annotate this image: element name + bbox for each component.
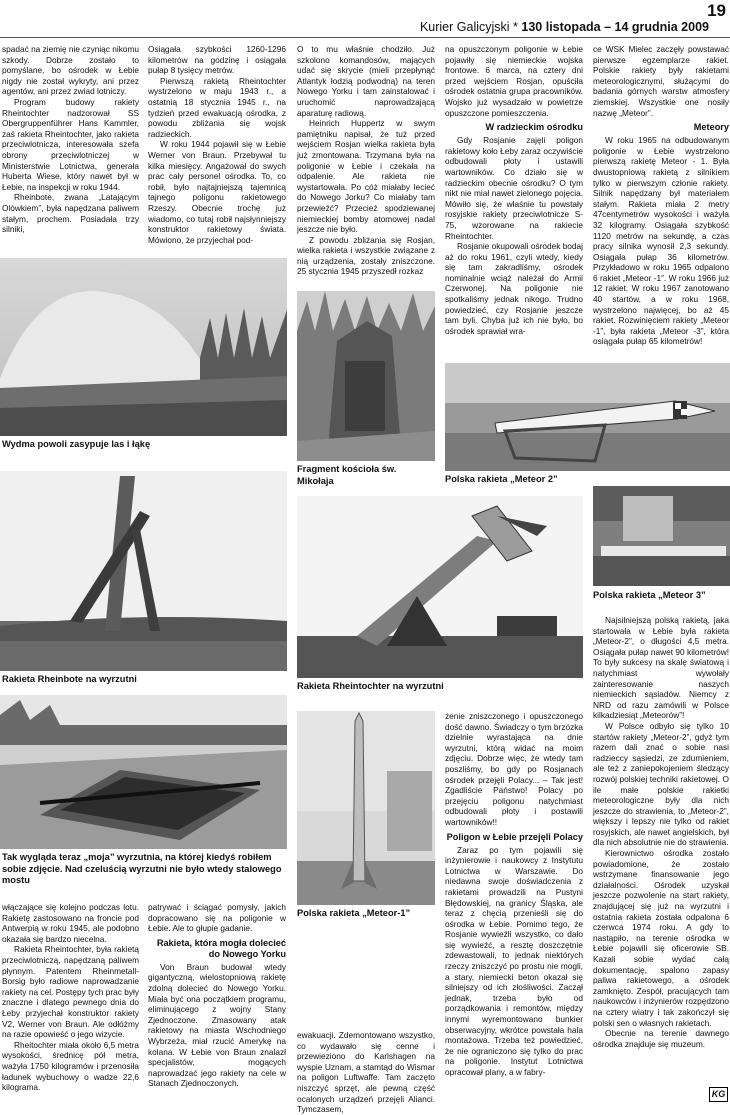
photo-meteor-3 xyxy=(593,486,730,586)
header-rule xyxy=(0,37,730,38)
caption-launch-pit: Tak wygląda teraz „moja” wyrzutnia, na której kiedyś robiłem sobie zdjęcie. Nad czeluścią wyrzutni nie było wtedy stalowego mostu xyxy=(2,852,282,885)
column-4-top: na opuszczonym poligonie w Łebie pojawiły się niemieckie wojska frontowe. 6 marca, na cztery dni przed wejściem Rosjan, opuściła ośrodek ostatnia grupa pracowników. Wojsko już wysadzało w powietrze opuszczone pomieszczenia. W radzieckim ośrodku Gdy Rosjanie zajęli poligon rakietowy koło Łeby zaraz oczywiście odbudowali płoty i ustawili wartowników. Co działo się w radzieckim obecnie ośrodku? O tym nikt nie miał nawet zielonego pojęcia. Mówiło się, że właśnie tu powstały rosyjskie rakiety przeciwlotnicze S-75, wzorowane na rakiecie Rheintochter. Rosjanie okupowali ośrodek bodaj aż do roku 1961, czyli wtedy, kiedy się tam zakradliśmy, ośrodek nominalnie wciąż należał do Armii Czerwonej. Na poligonie nie spotkaliśmy jednak nikogo. Trudno powiedzieć, czy Rosjanie jeszcze tam byli. Chyba już ich nie było, bo ośrodek sprawiał wra- xyxy=(445,44,583,336)
photo-dune xyxy=(0,258,287,436)
issue-dates: 130 listopada – 14 grudnia 2009 xyxy=(521,20,709,34)
column-1-top: spadać na ziemię nie czyniąc nikomu szkody. Dobrze zostało to pomyślane, bo ośrodek w Łebie nigdy nie został wykryty, ani przez agentów, ani przez zwiad lotniczy. Program budowy rakiety Rheintochter nadzorował SS Obergruppenführer Hans Kammler, zaś rakieta Rheintochter, jako rakieta przeciwlotnicza, interesowała szefa obrony przeciwlotniczej w Ministerstwie Lotnictwa, generała Huberta Wiese, który nawet był w Łebie, na inspekcji w roku 1944. Rheinbote, zwana „Latającym Olówkiem”, była napędzana paliwem stałym, prochem. Posiadała trzy silniki, xyxy=(2,44,139,235)
section-heading: Meteory xyxy=(693,122,729,133)
section-heading: W radzieckim ośrodku xyxy=(485,122,583,133)
column-3-top: O to mu właśnie chodziło. Już szkolono komandosów, mających udać się skrycie (mieli przepłynąć Atlantyk łodzią podwodną) na teren Nowego Yorku i tam zainstalować i uruchomić naprowadzającą aparaturę radiową. Heinrich Huppertz w swym pamiętniku napisał, że tuż przed wejściem Rosjan wielka rakieta była już zmontowana. Trzymana była na poligonie w Łebie i czekała na odpalenie. Ale rakieta nie wystartowała. Po cóż miałaby lecieć do Nowego Jorku? Co miałaby tam przewieźć? Przecież spodziewanej niemieckiej bomby atomowej nadal jeszcze nie było. Z powodu zbliżania się Rosjan, wielka rakieta i wszystkie związane z nią urządzenia, zostały zniszczone. 25 stycznia 1945 przyszedł rozkaz xyxy=(297,44,435,277)
column-3-bottom: ewakuacji. Zdemontowano wszystko, co wydawało się cenne i przewieziono do Karlshagen na wyspie Uznam, a stamtąd do Wismar na poligon Luftwaffe. Tam zaczęto niszczyć sprzęt, ale pewną część ocalonych urządzeń przejęli Alianci. Tymczasem, xyxy=(297,1030,435,1115)
caption-rheinbote: Rakieta Rheinbote na wyrzutni xyxy=(2,674,137,684)
header-issue-line xyxy=(420,20,709,34)
photo-rheinbote xyxy=(0,471,287,671)
column-1-bottom: włączające się kolejno podczas lotu. Rakietę zastosowano na froncie pod Antwerpią w roku 1945, ale podobno okazała się bardzo niecelna. Rakieta Rheintochter, była rakietą przeciwlotniczą, napędzaną paliwem płynnym. Patentem Rheinmetall-Borsig było radiowe naprowadzanie rakiety na cel. Postępy tych prac były znaczne i dlatego pewnego dnia do Łeby przyjechał konstruktor rakiety V2, Werner von Braun. Ale odłóżmy na razie opowieść o jego wizycie. Rheitochter miała około 6,5 metra wysokości, średnicę pół metra, ważyła 1750 kilogramów i przenosiła ładunek wybuchowy o wadze 22,6 kilograma. xyxy=(2,902,139,1093)
photo-church-ruin xyxy=(297,291,435,461)
photo-launch-pit xyxy=(0,695,287,849)
page-number: 19 xyxy=(707,1,726,20)
photo-meteor-1 xyxy=(297,711,435,905)
column-5-top: ce WSK Mielec zaczęły powstawać pierwsze egzemplarze rakiet. Polskie rakiety były rakietami meteorologicznymi, służącymi do badania górnych warstw atmosfery ziemskiej. Wszystkie one nosiły nazwę „Meteor”. Meteory W roku 1965 na odbudowanym poligonie w Łebie wystrzelono pierwszą rakietę Meteor - 1. Była dwustopniową rakietą z silnikiem tylko w pierwszym członie rakiety. Silnik napędzany był materiałem stałym. Rakieta miała 2 metry 47centymetrów wysokości i ważyła 32 kilogramy. Osiągała szybkość 1120 metrów na sekundę, a czas pracy silnika wynosił 2,3 sekundy. Osiągała pułap 36 kilometrów. Przykładowo w roku 1965 odpalono 6 rakiet „Meteor -1”. W roku 1966 już 12 rakiet. W roku 1967 zanotowano 40 startów, a w roku 1968, wystrzelono najwięcej, bo aż 45 rakiet. Rozwinięciem rakiety „Meteor -1”, była rakieta „Meteor -3”, która osiągała pułap 65 kilometrów! xyxy=(593,44,729,347)
column-4-bottom: żenie zniszczonego i opuszczonego dość dawno. Świadczy o tym brzózka dzielnie wyrastająca na dnie wyrzutni, którą widać na moim zdjęciu. Dobrze więc, że wtedy tam poszliśmy, bo gdy po Rosjanach ośrodek przejęli Polacy... – Tak jest! Zgadliście Państwo! Polacy po przejęciu poligonu natychmiast odbudowali płoty i postawili wartowników!! Poligon w Łebie przejęli Polacy Zaraz po tym pojawili się inżynierowie i naukowcy z Instytutu Lotnictwa w Warszawie. Do niedawna swoje doświadczenia z rakietami prowadzili na Pustyni Błędowskiej, na granicy Śląska, ale teraz z chęcią przenieśli się do ośrodka w Łebie. Pomimo tego, że Rosjanie wywieźli wszystko, co dało się wywieźć, a resztę doszczętnie zdewastowali, to jednak niektórych rzeczy zniszczyć po prostu nie mogli, a stary, niemiecki beton okazał się silniejszy od ich złośliwości. Zaczął jednak, trzeba było od porządkowania i remontów, między innymi wyremontowano bunkier obserwacyjny, wkrótce powstała hala montażowa. Trzeba też powiedzieć, że nie ograniczono się tylko do prac na poligonie. Instytut Lotnictwa opracował plany, a w fabry- xyxy=(445,711,583,1077)
column-2-bottom: patrywać i ściągać pomysły, jakich dopracowano się na poligonie w Łebie. Ale to głupie gadanie. Rakieta, która mogła dolecieć do Nowego Yorku Von Braun budował wtedy gigantyczną, wielostopniową rakietę zdolną dolecieć do Nowego Yorku. Miała być ona początkiem programu, eliminującego z wojny Stany Zjednoczone. Zmasowany atak rakietowy na miasta Wschodniego Wybrzeża, miał rzucić Amerykę na kolana. W Łebie von Braun znalazł specjalistów, mogących naprowadzać jego rakiety na cele w Stanach Zjednoczonych. xyxy=(148,902,286,1089)
caption-rheintochter: Rakieta Rheintochter na wyrzutni xyxy=(297,681,444,691)
section-heading: Rakieta, która mogła dolecieć do Nowego Yorku xyxy=(156,937,286,959)
caption-meteor-2: Polska rakieta „Meteor 2” xyxy=(445,474,558,484)
section-heading: Poligon w Łebie przejęli Polacy xyxy=(446,831,583,842)
caption-dune: Wydma powoli zasypuje las i łąkę xyxy=(2,439,151,449)
caption-meteor-3: Polska rakieta „Meteor 3” xyxy=(593,590,706,600)
caption-meteor-1: Polska rakieta „Meteor-1” xyxy=(297,908,411,918)
publication-logo: KG xyxy=(709,1087,728,1102)
caption-church: Fragment kościoła św. Mikołaja xyxy=(297,464,397,486)
photo-rheintochter xyxy=(297,496,583,678)
header-separator: * xyxy=(513,20,518,34)
newspaper-name: Kurier Galicyjski xyxy=(419,20,510,34)
column-5-middle: Najsilniejszą polską rakietą, jaka startowała w Łebie była rakieta „Meteor-2”, o długości 4,5 metra. Osiągała pułap nawet 90 kilometrów! To były sukcesy na skalę światową i natychmiast wywołały zainteresowanie naszych niemieckich sąsiadów. Niemcy z NRD od razu zamówili w Polsce kilkadziesiąt „Meteorów”! W Polsce odbyło się tylko 10 startów rakiety „Meteor-2”, gdyż tym razem dali znać o sobie nasi radzieccy sąsiedzi, ze zdumieniem, ale też z zaniepokojeniem śledzący rozwój polskiej techniki rakietowej. O ile małe polskie rakietki meteorologiczne były dla nich jeszcze do strawienia, to „Meteor-2”, większy i lepszy nie tylko od rakiet rosyjskich, ale nawet angielskich, był dla nich absolutnie nie do strawienia. Kierownictwo ośrodka zostało powiadomione, że zostało wstrzymane finansowanie jego działalności. Ośrodek uzyskał jeszcze pozwolenie na start rakiety, znajdującej się już na wyrzutni i ostatnia rakieta została odpalona 6 czerwca 1974 roku. A gdy to nastąpiło, na terenie ośrodka w Łebie pojawili się oficerowie SB. Kazali sobie wydać całą dokumentację, spalono zapasy paliwa rakietowego, a ośrodek zamknięto. Zespół, pracujących tam naukowców i inżynierów rozpędzono na cztery wiatry i tak zakończył się polski sen o własnych rakietach. Obecnie na terenie dawnego ośrodka znajduje się muzeum. xyxy=(593,615,729,1049)
photo-meteor-2 xyxy=(445,363,730,471)
column-2-top: Osiągała szybkości 1260-1296 kilometrów na godzinę i osiągała pułap 8 tysięcy metrów. Pierwszą rakietą Rheintochter wystrzelono w maju 1943 r., a ostatnią 18 stycznia 1945 r., na tydzień przed ewakuacją ośrodka, z powodu zbliżania się wojsk radzieckich. W roku 1944 pojawił się w Łebie Werner von Braun. Przebywał tu kilka miesięcy. Angażował do swych prac cały personel ośrodka. To, co robił, było najtajniejszą tajemnicą tajnego poligonu rakietowego Rzeszy. Obecnie trochę już wiadomo, co tutaj robił najsłynniejszy konstruktor rakietowy świata. Mówiono, że przyjechał pod- xyxy=(148,44,286,245)
